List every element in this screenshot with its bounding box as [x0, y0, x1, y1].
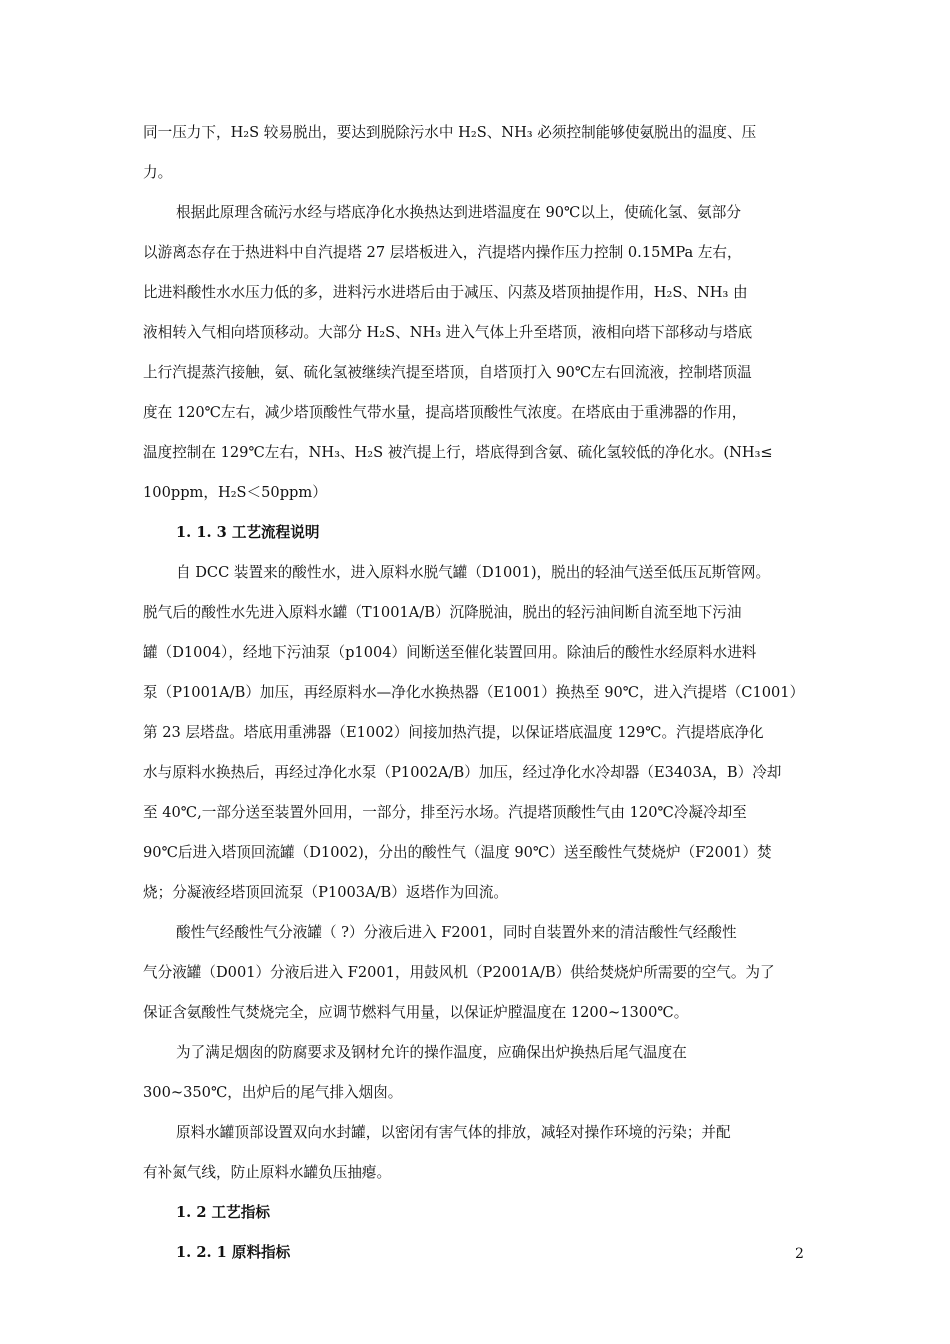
- paragraph-first-line: 原料水罐顶部设置双向水封罐，以密闭有害气体的排放，减轻对操作环境的污染；并配: [176, 1124, 731, 1141]
- text-line: 第 23 层塔盘。塔底用重沸器（E1002）间接加热汽提，以保证塔底温度 129℃。汽提塔底净化: [143, 724, 764, 741]
- section-heading-1-2-1: 1. 2. 1 原料指标: [176, 1244, 291, 1261]
- paragraph-first-line: 自 DCC 装置来的酸性水，进入原料水脱气罐（D1001)，脱出的轻油气送至低压瓦斯管网。: [176, 564, 771, 581]
- page-number: 2: [795, 1246, 804, 1262]
- text-line: 温度控制在 129℃左右，NH₃、H₂S 被汽提上行，塔底得到含氨、硫化氢较低的净化水。(NH₃≤: [143, 444, 773, 461]
- text-line: 保证含氨酸性气焚烧完全，应调节燃料气用量，以保证炉膛温度在 1200~1300℃。: [143, 1004, 689, 1021]
- text-line: 脱气后的酸性水先进入原料水罐（T1001A/B）沉降脱油，脱出的轻污油间断自流至地下污油: [143, 604, 742, 621]
- text-line: 100ppm，H₂S＜50ppm）: [143, 484, 327, 501]
- text-line: 以游离态存在于热进料中自汽提塔 27 层塔板进入，汽提塔内操作压力控制 0.15MPa 左右，: [143, 244, 742, 261]
- text-line: 罐（D1004），经地下污油泵（p1004）间断送至催化装置回用。除油后的酸性水经原料水进料: [143, 644, 757, 661]
- paragraph-first-line: 为了满足烟囱的防腐要求及钢材允许的操作温度，应确保出炉换热后尾气温度在: [176, 1044, 687, 1061]
- text-line: 同一压力下，H₂S 较易脱出，要达到脱除污水中 H₂S、NH₃ 必须控制能够使氨脱出的温度、压: [143, 124, 757, 141]
- text-line: 300~350℃，出炉后的尾气排入烟囱。: [143, 1084, 403, 1101]
- text-line: 水与原料水换热后，再经过净化水泵（P1002A/B）加压，经过净化水冷却器（E3403A，B）冷却: [143, 764, 782, 781]
- text-line: 90℃后进入塔顶回流罐（D1002)，分出的酸性气（温度 90℃）送至酸性气焚烧炉（F2001）焚: [143, 844, 772, 861]
- section-heading-1-1-3: 1. 1. 3 工艺流程说明: [176, 524, 320, 541]
- text-line: 力。: [143, 164, 173, 181]
- text-line: 度在 120℃左右，减少塔顶酸性气带水量，提高塔顶酸性气浓度。在塔底由于重沸器的作用，: [143, 404, 747, 421]
- text-line: 液相转入气相向塔顶移动。大部分 H₂S、NH₃ 进入气体上升至塔顶，液相向塔下部移动与塔底: [143, 324, 753, 341]
- section-heading-1-2: 1. 2 工艺指标: [176, 1204, 270, 1221]
- text-line: 烧；分凝液经塔顶回流泵（P1003A/B）返塔作为回流。: [143, 884, 509, 901]
- paragraph-first-line: 根据此原理含硫污水经与塔底净化水换热达到进塔温度在 90℃以上，使硫化氢、氨部分: [176, 204, 741, 221]
- text-line: 有补氮气线，防止原料水罐负压抽瘪。: [143, 1164, 392, 1181]
- text-line: 泵（P1001A/B）加压，再经原料水—净化水换热器（E1001）换热至 90℃，进入汽提塔（C1001）: [143, 684, 805, 701]
- text-line: 至 40℃,一部分送至装置外回用，一部分，排至污水场。汽提塔顶酸性气由 120℃冷凝冷却至: [143, 804, 747, 821]
- text-line: 比进料酸性水水压力低的多，进料污水进塔后由于减压、闪蒸及塔顶抽提作用，H₂S、NH₃ 由: [143, 284, 748, 301]
- text-line: 上行汽提蒸汽接触，氨、硫化氢被继续汽提至塔顶，自塔顶打入 90℃左右回流液，控制塔顶温: [143, 364, 752, 381]
- text-line: 气分液罐（D001）分液后进入 F2001，用鼓风机（P2001A/B）供给焚烧炉所需要的空气。为了: [143, 964, 775, 981]
- paragraph-first-line: 酸性气经酸性气分液罐（ ?）分液后进入 F2001，同时自装置外来的清洁酸性气经酸性: [176, 924, 737, 941]
